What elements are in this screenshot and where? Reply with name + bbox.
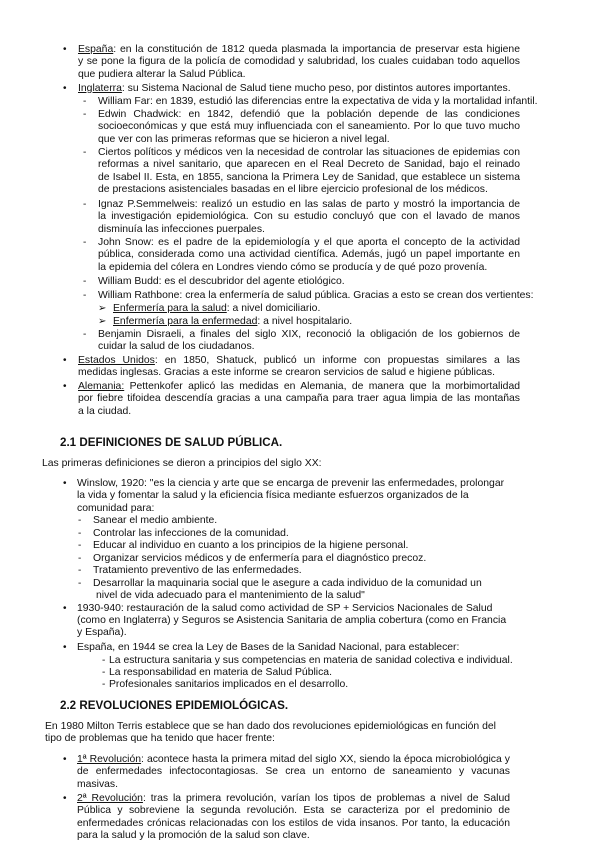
text-line xyxy=(78,69,246,81)
dash-marker-icon: - xyxy=(83,199,87,210)
line-text: Winslow, 1920: "es la ciencia y arte que se encarga de prevenir las enfermedades, prolongar xyxy=(77,478,505,489)
bullet-icon: • xyxy=(63,381,67,392)
text-line xyxy=(98,276,345,288)
text-line xyxy=(78,393,520,405)
bullet-icon: • xyxy=(63,478,67,489)
line-text: y se pone la figura de la policía de comodidad y salubridad, los cuales cuidaban todo aquellos xyxy=(78,56,520,68)
arrow-bullet-icon: ➢ xyxy=(98,316,107,327)
line-text: cuidar la salud de los ciudadanos. xyxy=(98,341,255,353)
line-text: Pública y sobreviene la segunda revolución. Esta se caracteriza por el predominio de xyxy=(77,805,510,817)
text-line xyxy=(77,754,510,766)
dash-marker-icon: - xyxy=(83,147,87,158)
dash-marker-icon: - xyxy=(78,577,82,589)
text-line xyxy=(96,590,365,602)
text-line xyxy=(109,667,332,679)
underlined-term: Inglaterra xyxy=(78,83,122,94)
text-line xyxy=(98,224,265,236)
dash-marker-icon: - xyxy=(83,109,87,120)
text-line xyxy=(98,134,390,146)
line-text: que ver con las primeras reformas que se hicieron a nivel legal. xyxy=(98,133,390,145)
line-text: John Snow: es el padre de la epidemiología y el que aporta el concepto de la actividad xyxy=(98,237,520,248)
line-text: la vida y fomentar la salud y la eficiencia física mediante esfuerzos organizados de la xyxy=(77,490,469,502)
line-text: (como en Inglaterra) y Seguros se Asistencia Sanitaria de amplia cobertura (como en Francia xyxy=(77,615,507,627)
underlined-term: Alemania: xyxy=(78,381,125,392)
text-line xyxy=(78,367,495,379)
line-text: disminuía las infecciones puerpales. xyxy=(98,223,265,235)
underlined-term: Enfermería para la salud xyxy=(113,303,227,314)
text-line xyxy=(98,121,520,133)
dash-marker-icon: - xyxy=(78,527,82,539)
line-text: nivel de vida adecuado para el mantenimiento de la salud" xyxy=(96,590,365,601)
line-text: la investigación epidemiológica. Con su estudio concluyó que con el lavado de manos xyxy=(98,211,520,223)
bullet-icon: • xyxy=(63,355,67,366)
line-text: Desarrollar la maquinaria social que le asegure a cada individuo de la comunidad un xyxy=(93,577,482,589)
line-text: España, en 1944 se crea la Ley de Bases de la Sanidad Nacional, para establecer: xyxy=(77,642,460,653)
line-text: Organizar servicios médicos y de enfermería para el diagnóstico precoz. xyxy=(93,552,427,564)
line-text: 1930-940: restauración de la salud como actividad de SP + Servicios Nacionales de Salud xyxy=(77,603,493,614)
line-text: Educar al individuo en cuanto a los principios de la higiene personal. xyxy=(93,540,409,551)
line-text: : en la constitución de 1812 queda plasmada la importancia de preservar esta higiene xyxy=(113,44,520,55)
text-line xyxy=(98,184,488,196)
dash-marker-icon: - xyxy=(78,552,82,564)
text-line xyxy=(77,793,510,805)
dash-marker-icon: - xyxy=(78,540,82,551)
text-line xyxy=(45,733,275,745)
text-line xyxy=(98,147,520,159)
text-line xyxy=(109,655,513,667)
text-line xyxy=(98,159,520,171)
text-line xyxy=(45,721,496,733)
line-text: que pudiera alterar la Salud Pública. xyxy=(78,68,246,80)
text-line xyxy=(78,56,520,68)
text-line xyxy=(77,766,510,778)
line-text: a la ciudad. xyxy=(78,405,132,417)
text-line xyxy=(77,779,118,791)
line-text: : acontece hasta la primera mitad del siglo XX, siendo la época microbiológica y xyxy=(141,754,510,765)
text-line xyxy=(78,406,131,418)
text-line xyxy=(77,615,506,627)
line-text: : a nivel domiciliario. xyxy=(226,303,321,314)
line-text: Ciertos políticos y médicos ven la necesidad de controlar las situaciones de epidemias con xyxy=(98,147,520,158)
line-text: masivas. xyxy=(77,778,118,790)
text-line xyxy=(78,381,520,393)
line-text: Benjamin Disraeli, a finales del siglo XIX, reconoció la obligación de los gobiernos de xyxy=(98,329,520,340)
arrow-bullet-icon: ➢ xyxy=(98,303,107,314)
text-line xyxy=(98,199,520,211)
section-heading: 2.1 DEFINICIONES DE SALUD PÚBLICA. xyxy=(60,436,283,449)
text-line xyxy=(98,262,487,274)
dash-marker-icon: - xyxy=(83,276,87,287)
line-text: William Budd: es el descubridor del agente etiológico. xyxy=(98,276,345,287)
line-text: socioeconómicas y que está muy influenciada con el saneamiento. Por lo que tuvo mucho xyxy=(98,121,520,133)
text-line xyxy=(77,503,154,515)
text-line xyxy=(98,249,520,261)
line-text: En 1980 Milton Terris establece que se han dado dos revoluciones epidemiológicas en función del xyxy=(45,721,496,732)
line-text: William Rathbone: crea la enfermería de salud pública. Gracias a esto se crean dos vertientes: xyxy=(98,290,534,301)
bullet-icon: • xyxy=(63,793,67,804)
line-text: de enfermedades infectocontagiosas. Se crea un entorno de saneamiento y vacunas xyxy=(77,766,510,778)
text-line xyxy=(77,490,469,502)
dash-marker-icon: - xyxy=(83,237,87,248)
text-line xyxy=(93,565,302,577)
line-text: Ignaz P.Semmelweis: realizó un estudio en las salas de parto y mostró la importancia de xyxy=(98,199,520,210)
line-text: Sanear el medio ambiente. xyxy=(93,515,218,526)
text-line xyxy=(98,96,538,108)
bullet-icon: • xyxy=(63,642,67,653)
text-line xyxy=(98,172,520,184)
line-text: Las primeras definiciones se dieron a principios del siglo XX: xyxy=(42,458,322,469)
line-text: William Far: en 1839, estudió las diferencias entre la expectativa de vida y la mortalidad infantil. xyxy=(98,96,538,107)
underlined-term: 1ª Revolución xyxy=(77,754,142,765)
line-text: enfermedades crónicas relacionadas con los estilos de vida insanos. Por tanto, la educación xyxy=(77,817,510,829)
text-line xyxy=(98,211,520,223)
text-line xyxy=(93,540,408,552)
line-text: reformas a nivel sanitario, que aparecen en el Real Decreto de Sanidad, bajo el reinado xyxy=(98,159,520,171)
text-line xyxy=(98,290,533,302)
line-text: Edwin Chadwick: en 1842, defendió que la población depende de las condiciones xyxy=(98,109,520,120)
line-text: Tratamiento preventivo de las enfermedades. xyxy=(93,565,302,576)
line-text: y España). xyxy=(77,627,127,639)
line-text: pública, considerada como una actividad científica. Además, jugó un papel importante en xyxy=(98,249,520,261)
text-line xyxy=(42,458,322,470)
section-heading: 2.2 REVOLUCIONES EPIDEMIOLÓGICAS. xyxy=(60,699,289,712)
line-text: medidas inglesas. Gracias a este informe se crearon servicios de salud e higiene públicas. xyxy=(78,367,495,379)
line-text: comunidad para: xyxy=(77,502,155,514)
text-line xyxy=(93,515,217,527)
line-text: la epidemia del cólera en Londres viendo cómo se producía y de qué pozo provenía. xyxy=(98,261,488,273)
line-text: La responsabilidad en materia de Salud Pública. xyxy=(109,667,332,679)
text-line xyxy=(113,316,352,328)
line-text: tipo de problemas que ha tenido que hacer frente: xyxy=(45,733,275,744)
line-text: : a nivel hospitalario. xyxy=(257,316,353,327)
line-text: La estructura sanitaria y sus competencias en materia de sanidad colectiva e individual. xyxy=(109,655,513,666)
line-text: Controlar las infecciones de la comunidad. xyxy=(93,527,289,539)
dash-marker-icon: - xyxy=(83,329,87,340)
text-line xyxy=(77,818,510,830)
text-line xyxy=(93,578,482,590)
underlined-term: Enfermería para la enfermedad xyxy=(113,316,258,327)
dash-marker-icon: - xyxy=(102,667,106,679)
underlined-term: España xyxy=(78,44,114,55)
text-line xyxy=(78,355,520,367)
text-line xyxy=(77,642,459,654)
line-text: Profesionales sanitarios implicados en el desarrollo. xyxy=(109,679,349,691)
text-line xyxy=(98,109,520,121)
line-text: de Isabel II. Esta, en 1855, sanciona la Primera Ley de Sanidad, que establece un sistema xyxy=(98,171,520,183)
text-line xyxy=(98,237,520,249)
text-line xyxy=(93,528,289,540)
line-text: para la salud y la promoción de la salud son clave. xyxy=(77,830,310,842)
text-line xyxy=(78,44,520,56)
line-text: : en 1850, Shatuck, publicó un informe con propuestas similares a las xyxy=(154,355,521,366)
text-line xyxy=(98,341,255,353)
text-line xyxy=(113,303,320,315)
dash-marker-icon: - xyxy=(78,515,82,526)
dash-marker-icon: - xyxy=(102,655,106,666)
bullet-icon: • xyxy=(63,754,67,765)
line-text: : su Sistema Nacional de Salud tiene mucho peso, por distintos autores importantes. xyxy=(121,83,511,94)
bullet-icon: • xyxy=(63,83,67,94)
text-line xyxy=(77,830,310,842)
line-text: : tras la primera revolución, varían los tipos de problemas a nivel de Salud xyxy=(142,793,510,804)
bullet-icon: • xyxy=(63,44,67,55)
text-line xyxy=(98,329,520,341)
text-line xyxy=(77,478,504,490)
dash-marker-icon: - xyxy=(102,679,106,691)
text-line xyxy=(109,679,348,691)
underlined-term: Estados Unidos xyxy=(78,355,155,366)
text-line xyxy=(77,805,510,817)
text-line xyxy=(77,627,127,639)
line-text: Pettenkofer aplicó las medidas en Alemania, de manera que la morbimortalidad xyxy=(124,381,520,392)
line-text: de prestacions asistenciales basadas en el libre ejercicio profesional de los médicos. xyxy=(98,184,488,196)
text-line xyxy=(93,553,426,565)
dash-marker-icon: - xyxy=(78,565,82,576)
text-line xyxy=(78,83,511,95)
dash-marker-icon: - xyxy=(83,290,87,301)
bullet-icon: • xyxy=(63,603,67,614)
text-line xyxy=(77,603,492,615)
line-text: por fiebre tifoidea descendía gracias a una campaña para traer agua limpia de las montañas xyxy=(78,393,520,405)
underlined-term: 2ª Revolución xyxy=(77,793,143,804)
dash-marker-icon: - xyxy=(83,96,87,107)
